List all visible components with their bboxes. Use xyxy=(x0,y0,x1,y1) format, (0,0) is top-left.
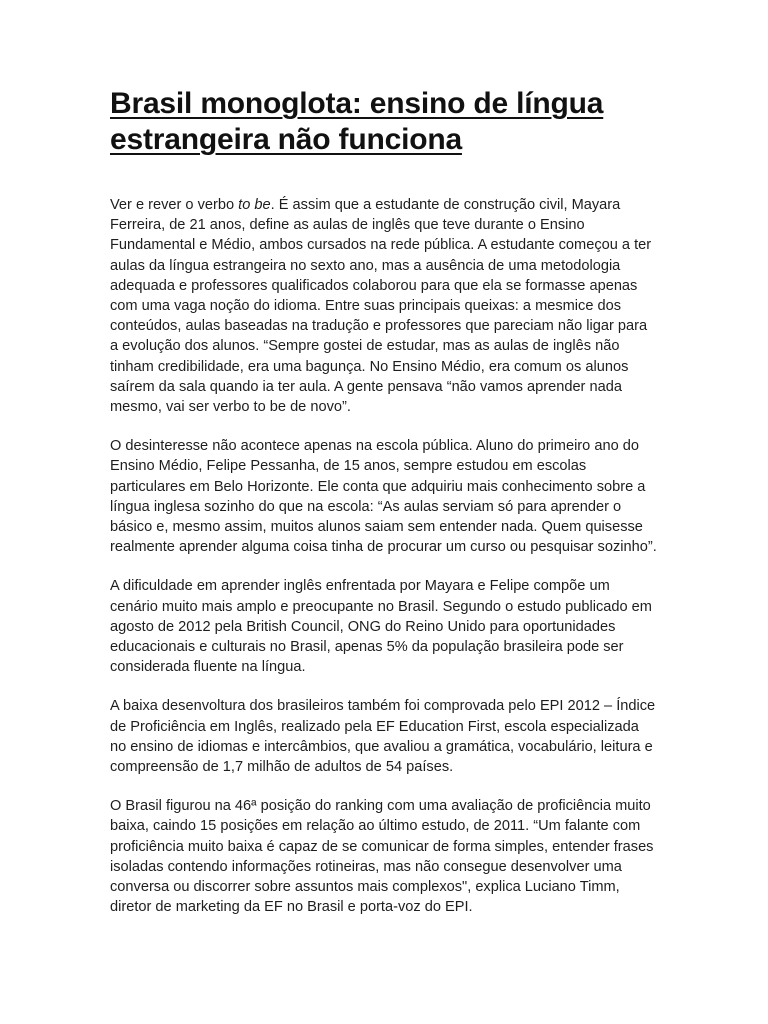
article-title: Brasil monoglota: ensino de língua estrangeira não funciona xyxy=(110,87,604,156)
paragraph-1 xyxy=(110,195,658,417)
paragraph-1-italic: to be xyxy=(238,197,271,213)
paragraph-1-before: Ver e rever o verbo xyxy=(110,197,239,213)
paragraph-1-after: . É assim que a estudante de construção civil, Mayara Ferreira, de 21 anos, define as aulas de inglês que teve durante o Ensino Fundamental e Médio, ambos cursados na rede pública. A estudante começou a ter aulas da língua estrangeira no sexto ano, mas a ausência de uma metodologia adequada e professores qualificados colaborou para que ela se formasse apenas com uma vaga noção do idioma. Entre suas principais queixas: a mesmice dos conteúdos, aulas baseadas na tradução e professores que pareciam não ligar para a evolução dos alunos. “Sempre gostei de estudar, mas as aulas de inglês não tinham credibilidade, era uma bagunça. No Ensino Médio, era comum os alunos saírem da sala quando ia ter aula. A gente pensava “não vamos aprender nada mesmo, vai ser verbo to be de novo”. xyxy=(110,197,652,416)
paragraph-5: O Brasil figurou na 46ª posição do ranking com uma avaliação de proficiência muito baixa, caindo 15 posições em relação ao último estudo, de 2011. “Um falante com proficiência muito baixa é capaz de se comunicar de forma simples, entender frases isoladas contendo informações rotineiras, mas não consegue desenvolver uma conversa ou discorrer sobre assuntos mais complexos", explica Luciano Timm, diretor de marketing da EF no Brasil e porta-voz do EPI. xyxy=(110,798,654,916)
paragraph-2: O desinteresse não acontece apenas na escola pública. Aluno do primeiro ano do Ensino Médio, Felipe Pessanha, de 15 anos, sempre estudou em escolas particulares em Belo Horizonte. Ele conta que adquiriu mais conhecimento sobre a língua inglesa sozinho do que na escola: “As aulas serviam só para aprender o básico e, mesmo assim, muitos alunos saiam sem entender nada. Quem quisesse realmente aprender alguma coisa tinha de procurar um curso ou pesquisar sozinho”. xyxy=(110,438,657,556)
article-body xyxy=(110,195,658,937)
paragraph-3: A dificuldade em aprender inglês enfrentada por Mayara e Felipe compõe um cenário muito mais amplo e preocupante no Brasil. Segundo o estudo publicado em agosto de 2012 pela British Council, ONG do Reino Unido para oportunidades educacionais e culturais no Brasil, apenas 5% da população brasileira pode ser considerada fluente na língua. xyxy=(110,578,652,676)
paragraph-4: A baixa desenvoltura dos brasileiros também foi comprovada pelo EPI 2012 – Índice de Proficiência em Inglês, realizado pela EF Education First, escola especializada no ensino de idiomas e intercâmbios, que avaliou a gramática, vocabulário, leitura e compreensão de 1,7 milhão de adultos de 54 países. xyxy=(110,698,656,776)
